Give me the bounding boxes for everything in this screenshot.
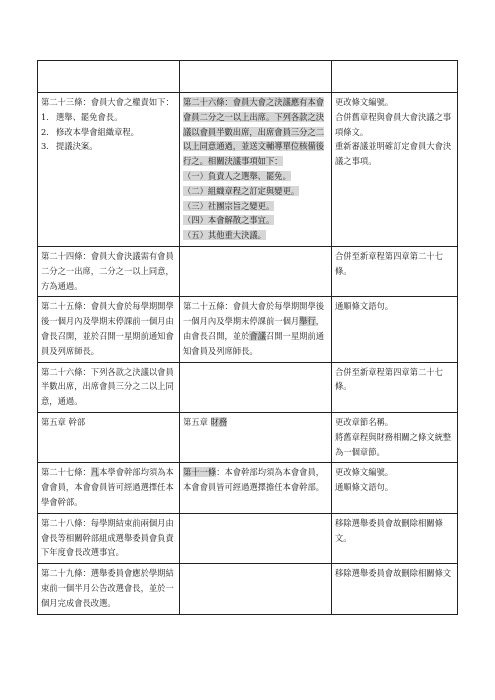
new-text-cell bbox=[180, 362, 332, 412]
note-line: 重新審議並明確訂定會員大會決議之事項。 bbox=[335, 141, 452, 167]
table-row bbox=[38, 61, 458, 93]
new-text-cell bbox=[180, 246, 332, 296]
list-item: （五）其他重大決議。 bbox=[183, 230, 266, 241]
article-heading: 第二十三條：會員大會之權責如下： bbox=[41, 97, 174, 107]
note-line: 合併舊章程與會員大會決議之事項條文。 bbox=[335, 111, 452, 137]
highlighted-text: 財務 bbox=[210, 416, 228, 427]
note-line: 更改章節名稱。 bbox=[335, 416, 394, 427]
new-text-cell bbox=[180, 61, 332, 93]
old-text-cell: 第二十九條：選舉委員會應於學期結束前一個半月公告改選會長，並於一個月完成會長改選。 bbox=[38, 564, 180, 614]
old-text-cell bbox=[38, 93, 180, 247]
amendment-comparison-table bbox=[37, 60, 458, 615]
new-text-cell bbox=[180, 93, 332, 247]
list-item: （四）本會解散之事宜。 bbox=[183, 215, 275, 226]
list-item: （二）組織章程之訂定與變更。 bbox=[183, 185, 300, 196]
old-text-cell: 第二十七條：凡本學會幹部均須為本會會員，本會會員皆可經過選擇任本學會幹部。 bbox=[38, 463, 180, 513]
note-cell bbox=[332, 412, 458, 462]
table-row bbox=[38, 362, 458, 412]
note-cell: 移除選舉委員會故刪除相關條文。 bbox=[332, 513, 458, 563]
highlighted-text: 第十一條 bbox=[183, 467, 217, 478]
highlighted-text: 凡 bbox=[90, 467, 100, 478]
new-text-cell bbox=[180, 564, 332, 614]
note-cell bbox=[332, 61, 458, 93]
old-text-cell: 第二十八條：每學期結束前兩個月由會長等相關幹部組成選舉委員會負責下年度會長改選事宜。 bbox=[38, 513, 180, 563]
new-text-cell: 第十一條：本會幹部均須為本會會員，本會會員皆可經過選擇擔任本會幹部。 bbox=[180, 463, 332, 513]
table-row bbox=[38, 246, 458, 296]
list-item: （一）負責人之選舉、罷免。 bbox=[183, 170, 291, 181]
table-row bbox=[38, 412, 458, 462]
note-line: 通順條文語句。 bbox=[335, 482, 394, 493]
list-item: 3. 提議決案。 bbox=[41, 141, 98, 152]
table-row bbox=[38, 93, 458, 247]
table-row bbox=[38, 564, 458, 614]
highlighted-text: 會議 bbox=[249, 330, 266, 341]
old-text-cell bbox=[38, 61, 180, 93]
note-cell: 合併至新章程第四章第二十七條。 bbox=[332, 246, 458, 296]
note-cell bbox=[332, 93, 458, 247]
new-text-cell: 第五章 財務 bbox=[180, 412, 332, 462]
table-row bbox=[38, 463, 458, 513]
list-item: 1. 選舉、罷免會長。 bbox=[41, 111, 123, 122]
highlighted-text: 舉行 bbox=[299, 316, 316, 327]
note-line: 將舊章程與財務相關之條文統整為一個章節。 bbox=[335, 431, 452, 457]
list-item: 2. 修改本學會組織章程。 bbox=[41, 126, 139, 137]
list-item: （三）社團宗旨之變更。 bbox=[183, 200, 275, 211]
note-cell: 合併至新章程第四章第二十七條。 bbox=[332, 362, 458, 412]
note-cell: 通順條文語句。 bbox=[332, 297, 458, 362]
note-cell bbox=[332, 463, 458, 513]
note-line: 更改條文編號。 bbox=[335, 97, 394, 107]
old-text-cell: 第二十六條：下列各款之決議以會員半數出席，出席會員三分之二以上同意，通過。 bbox=[38, 362, 180, 412]
table-row bbox=[38, 513, 458, 563]
new-text-cell: 第二十五條：會員大會於每學期開學後一個月內及學期末停課前一個月舉行，由會長召開，並於會議召開一星期前通知會員及列席師長。 bbox=[180, 297, 332, 362]
old-text-cell: 第五章 幹部 bbox=[38, 412, 180, 462]
highlighted-text: 下列各款之決議以會員半數出席，出席會員三分之二以上同意通過，並送文輔導單位核備後行之。相關決議事項如下： bbox=[183, 111, 325, 167]
new-text-cell bbox=[180, 513, 332, 563]
highlighted-text: 第二十六條：會員大會之決議應有本會會員二分之一以上出席。 bbox=[183, 97, 325, 122]
note-cell: 移除選舉委員會故刪除相關條文 bbox=[332, 564, 458, 614]
note-line: 更改條文編號。 bbox=[335, 467, 394, 478]
old-text-cell: 第二十四條：會員大會決議需有會員二分之一出席，二分之一以上同意，方為通過。 bbox=[38, 246, 180, 296]
table-row bbox=[38, 297, 458, 362]
old-text-cell: 第二十五條：會員大會於每學期開學後一個月內及學期末停課前一個月由會長召開，並於召開一星期前通知會員及列席師長。 bbox=[38, 297, 180, 362]
